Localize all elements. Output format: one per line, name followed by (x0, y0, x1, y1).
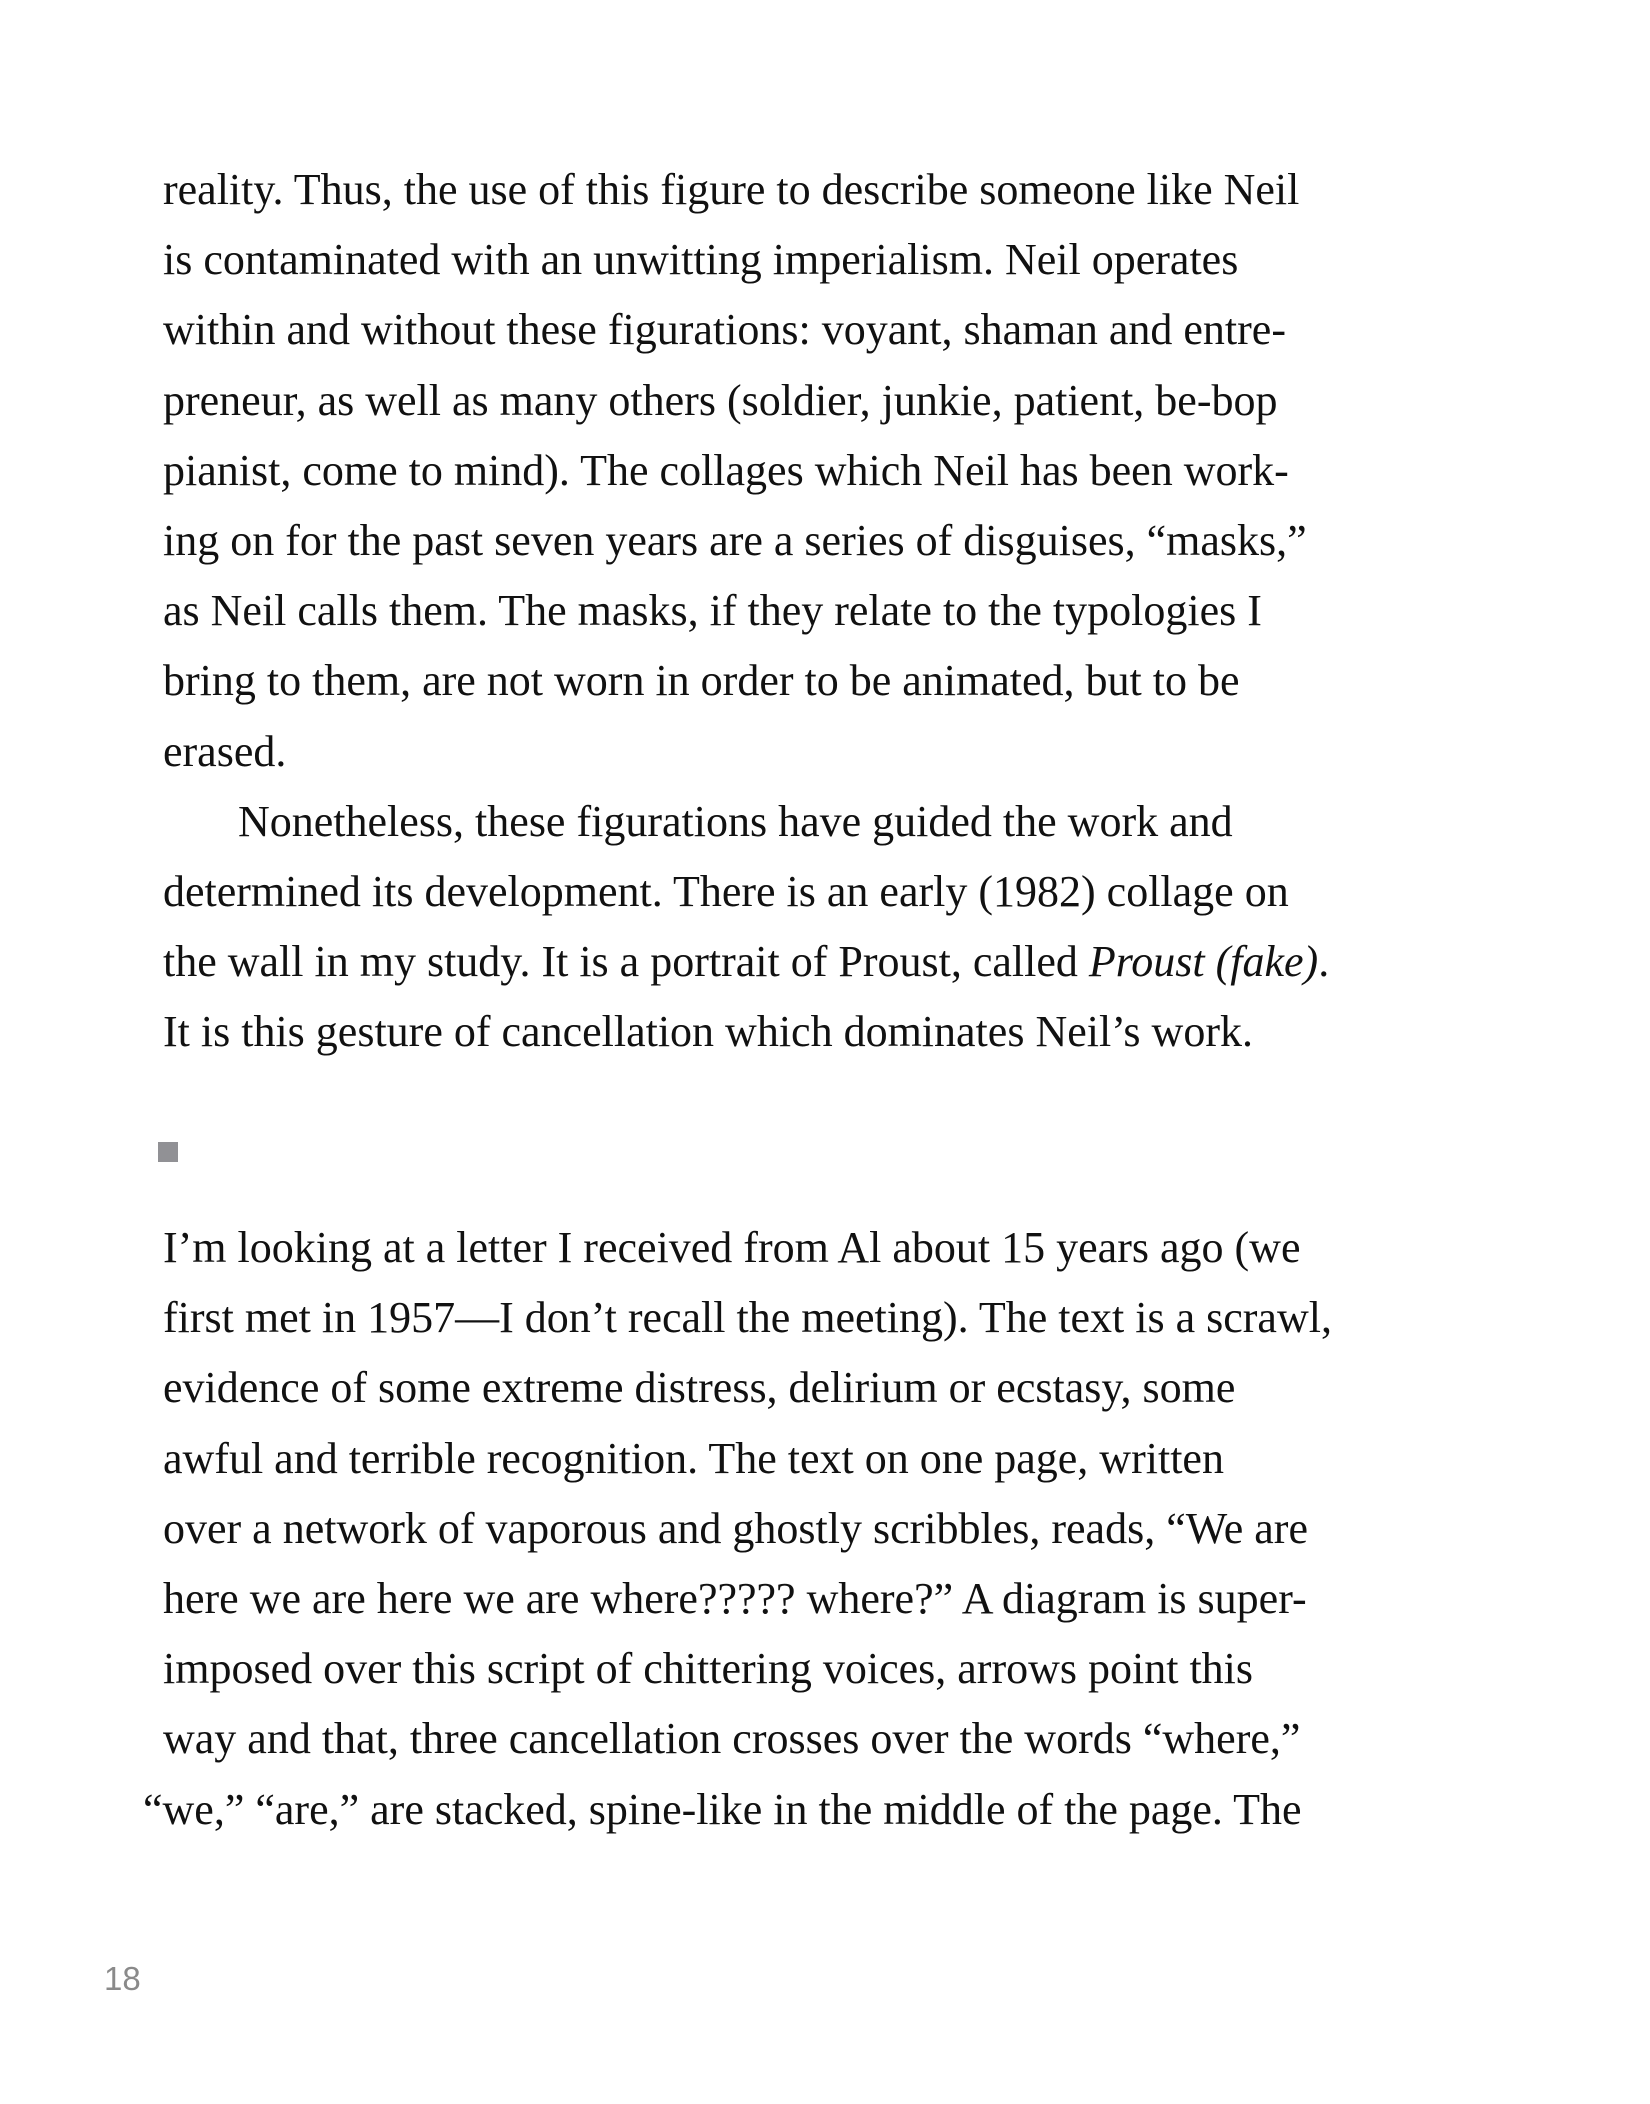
text-line: pianist, come to mind). The collages which Neil has been work- (163, 445, 1289, 495)
text-line: is contaminated with an unwitting imperialism. Neil operates (163, 235, 1239, 285)
text-line: over a network of vaporous and ghostly scribbles, reads, “We are (163, 1503, 1308, 1553)
text-line: way and that, three cancellation crosses over the words “where,” (163, 1714, 1301, 1764)
text-line: first met in 1957—I don’t recall the meeting). The text is a scrawl, (163, 1293, 1332, 1343)
text-line: here we are here we are where????? where?” A diagram is super- (163, 1573, 1307, 1623)
text-line: erased. (163, 726, 287, 776)
text-segment: . (1318, 937, 1330, 987)
page-number: 18 (104, 1960, 141, 1997)
text-line: evidence of some extreme distress, delirium or ecstasy, some (163, 1363, 1236, 1413)
text-line: preneur, as well as many others (soldier, junkie, patient, be-bop (163, 375, 1278, 425)
text-line: ing on for the past seven years are a series of disguises, “masks,” (163, 515, 1307, 565)
section-break-square-icon (158, 1142, 178, 1162)
artwork-title: Proust (fake) (1088, 937, 1319, 987)
text-line: awful and terrible recognition. The text on one page, written (163, 1433, 1224, 1483)
text-line: as Neil calls them. The masks, if they relate to the typologies I (163, 586, 1262, 636)
text-block-bottom (143, 1213, 1503, 1845)
text-line: “we,” “are,” are stacked, spine-like in the middle of the page. The (143, 1784, 1302, 1834)
text-block-top (163, 155, 1503, 1067)
text-line: determined its development. There is an early (1982) collage on (163, 866, 1289, 916)
paragraph-first-line: Nonetheless, these figurations have guided the work and (238, 796, 1233, 846)
text-line: imposed over this script of chittering voices, arrows point this (163, 1644, 1254, 1694)
text-line: It is this gesture of cancellation which dominates Neil’s work. (163, 1007, 1253, 1057)
text-line: reality. Thus, the use of this figure to describe someone like Neil (163, 165, 1300, 214)
text-line: bring to them, are not worn in order to be animated, but to be (163, 656, 1240, 706)
text-line: I’m looking at a letter I received from Al about 15 years ago (we (163, 1223, 1301, 1272)
text-line: within and without these figurations: voyant, shaman and entre- (163, 305, 1286, 355)
text-line-with-italic-title (163, 927, 1503, 997)
text-segment: the wall in my study. It is a portrait of Proust, called (163, 937, 1089, 987)
